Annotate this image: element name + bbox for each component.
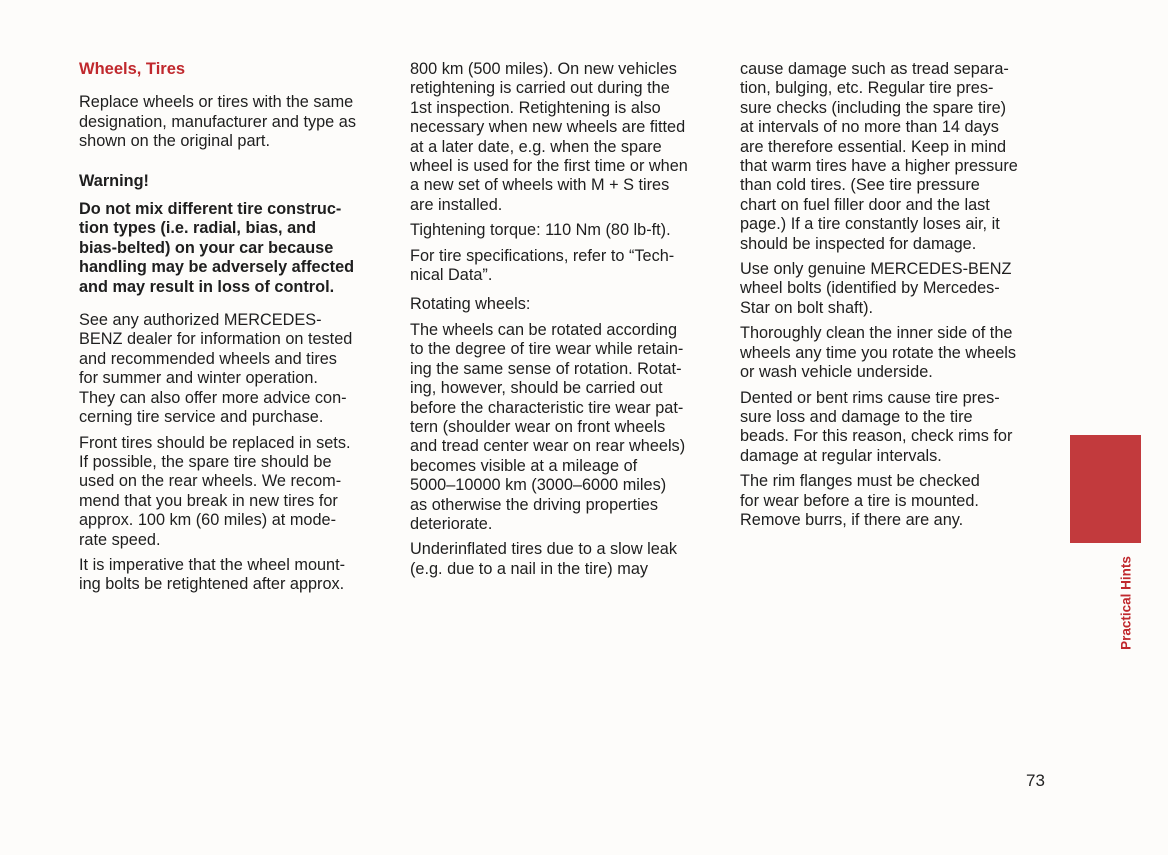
- section-heading: Wheels, Tires: [79, 60, 186, 78]
- column-1: [79, 60, 389, 601]
- page-number: 73: [1026, 771, 1045, 790]
- subheading-rotating-wheels: Rotating wheels:: [410, 295, 531, 314]
- paragraph: Tightening torque: 110 Nm (80 lb-ft).: [410, 221, 671, 240]
- column-3: [740, 60, 1055, 536]
- section-label: Practical Hints: [1118, 556, 1134, 650]
- warning-text: Do not mix different tire construc- tion types (i.e. radial, bias, and bias-belted) on your car because handling may be adversely affected and may result in loss of control.: [79, 200, 355, 296]
- paragraph: The rim flanges must be checked for wear before a tire is mounted. Remove burrs, if there are any.: [740, 472, 980, 529]
- paragraph: Front tires should be replaced in sets. If possible, the spare tire should be used on the rear wheels. We recom- mend that you break in new tires for approx. 100 km (60 miles) at mode- rate speed.: [79, 433, 351, 549]
- paragraph: 800 km (500 miles). On new vehicles retightening is carried out during the 1st inspection. Retightening is also necessary when new wheels are fitted at a later date, e.g. when the spare wheel is used for the first time or when a new set of wheels with M + S tires are installed.: [410, 60, 688, 214]
- paragraph: Underinflated tires due to a slow leak (e.g. due to a nail in the tire) may: [410, 540, 677, 578]
- paragraph: cause damage such as tread separa- tion, bulging, etc. Regular tire pres- sure checks (including the spare tire) at intervals of no more than 14 days are therefore essential. Keep in mind that warm tires have a higher pressure than cold tires. (See tire pressure chart on fuel filler door and the last page.) If a tire constantly loses air, it should be inspected for damage.: [740, 60, 1018, 253]
- section-tab-marker: [1070, 435, 1141, 543]
- paragraph: The wheels can be rotated according to the degree of tire wear while retain- ing the same sense of rotation. Rotat- ing, however, should be carried out before the characteristic tire wear pat- tern (shoulder wear on front wheels and tread center wear on rear wheels) becomes visible at a mileage of 5000–10000 km (3000–6000 miles) as otherwise the driving properties deteriorate.: [410, 320, 686, 533]
- paragraph: Thoroughly clean the inner side of the wheels any time you rotate the wheels or wash vehicle underside.: [740, 324, 1017, 382]
- paragraph: Use only genuine MERCEDES-BENZ wheel bolts (identified by Mercedes- Star on bolt shaft).: [740, 260, 1012, 317]
- paragraph: Replace wheels or tires with the same designation, manufacturer and type as shown on the original part.: [79, 93, 356, 151]
- column-2: [410, 60, 720, 585]
- paragraph: For tire specifications, refer to “Tech- nical Data”.: [410, 246, 675, 285]
- paragraph: See any authorized MERCEDES- BENZ dealer for information on tested and recommended wheels and tires for summer and winter operation. They can also offer more advice con- cerning tire service and purchase.: [79, 311, 353, 427]
- warning-title: Warning!: [79, 171, 149, 190]
- paragraph: Dented or bent rims cause tire pres- sure loss and damage to the tire beads. For this reason, check rims for damage at regular intervals.: [740, 388, 1013, 465]
- paragraph: It is imperative that the wheel mount- ing bolts be retightened after approx.: [79, 555, 346, 594]
